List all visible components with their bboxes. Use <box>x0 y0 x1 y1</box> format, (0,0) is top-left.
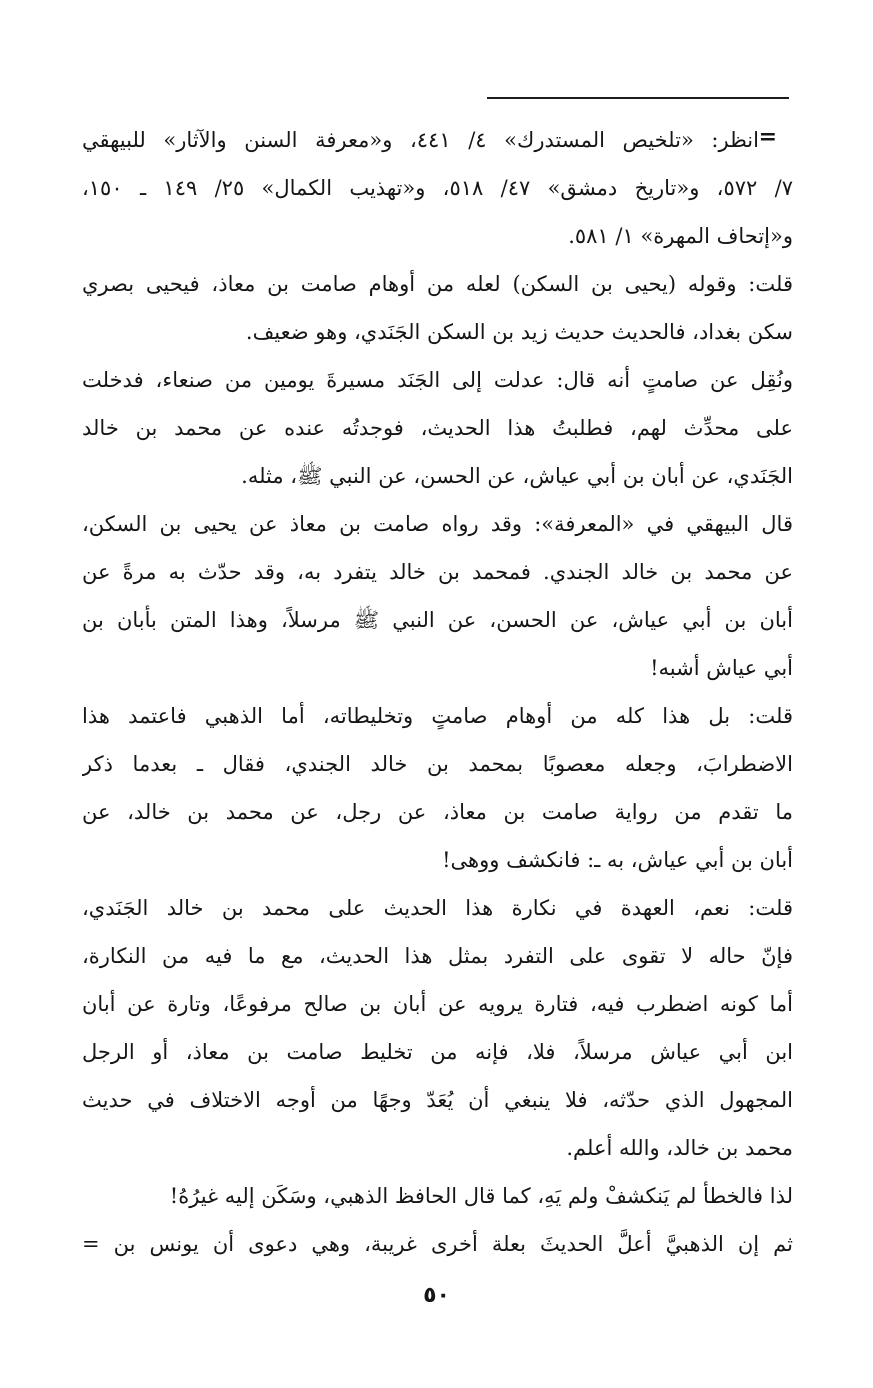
text-line: لذا فالخطأ لم يَنكشفْ ولم يَهِ، كما قال الحافظ الذهبي، وسَكَن إليه غيرُهُ! <box>169 1184 793 1208</box>
text-line: أما كونه اضطرب فيه، فتارة يرويه عن أبان بن صالح مرفوعًا، وتارة عن أبان <box>82 992 793 1016</box>
paragraph <box>82 260 793 356</box>
page-text <box>82 116 793 1268</box>
text-line: فإنّ حاله لا تقوى على التفرد بمثل هذا الحديث، مع ما فيه من النكارة، <box>82 944 793 968</box>
paragraph <box>82 884 793 1172</box>
text-line: قلت: وقوله (يحيى بن السكن) لعله من أوهام صامت بن معاذ، فيحيى بصري <box>82 272 793 296</box>
text-line: على محدِّث لهم، فطلبتُ هذا الحديث، فوجدتُه عنده عن محمد بن خالد <box>82 416 793 440</box>
footnote-line: ٧/ ٥٧٢، و«تاريخ دمشق» ٤٧/ ٥١٨، و«تهذيب الكمال» ٢٥/ ١٤٩ ـ ١٥٠، <box>82 176 793 200</box>
text-line: المجهول الذي حدّثه، فلا ينبغي أن يُعَدّ وجهًا من أوجه الاختلاف في حديث <box>82 1088 793 1112</box>
text-line: ابن أبي عياش مرسلاً، فلا، فإنه من تخليط صامت بن معاذ، أو الرجل <box>82 1040 793 1064</box>
paragraph <box>82 1172 793 1220</box>
footnote-line: انظر: «تلخيص المستدرك» ٤/ ٤٤١، و«معرفة السنن والآثار» للبيهقي <box>82 128 759 152</box>
paragraph <box>82 1220 793 1268</box>
paragraph <box>82 500 793 692</box>
text-line: قلت: نعم، العهدة في نكارة هذا الحديث على محمد بن خالد الجَنَدي، <box>82 896 793 920</box>
page-number: ٥٠ <box>423 1283 450 1308</box>
text-line: أبان بن أبي عياش، به ـ: فانكشف ووهى! <box>442 848 793 872</box>
text-line: أبان بن أبي عياش، عن الحسن، عن النبي ﷺ مرسلاً، وهذا المتن بأبان بن <box>82 608 793 632</box>
footnote <box>82 116 793 260</box>
text-line: ثم إن الذهبيَّ أعلَّ الحديثَ بعلة أخرى غريبة، وهي دعوى أن يونس بن = <box>82 1232 793 1256</box>
footnote-separator <box>487 97 789 99</box>
text-line: الاضطرابَ، وجعله معصوبًا بمحمد بن خالد الجندي، فقال ـ بعدما ذكر <box>82 752 793 776</box>
continuation-marker: = <box>758 124 777 150</box>
paragraph <box>82 356 793 500</box>
footnote-line: و«إتحاف المهرة» ١/ ٥٨١. <box>568 224 793 248</box>
text-line: قلت: بل هذا كله من أوهام صامتٍ وتخليطاته، أما الذهبي فاعتمد هذا <box>82 704 793 728</box>
text-line: الجَنَدي، عن أبان بن أبي عياش، عن الحسن، عن النبي ﷺ، مثله. <box>241 464 793 488</box>
text-line: ما تقدم من رواية صامت بن معاذ، عن رجل، عن محمد بن خالد، عن <box>82 800 793 824</box>
text-line: عن محمد بن خالد الجندي. فمحمد بن خالد يتفرد به، وقد حدّث به مرةً عن <box>82 560 793 584</box>
paragraph <box>82 692 793 884</box>
text-line: محمد بن خالد، والله أعلم. <box>566 1136 793 1160</box>
text-line: سكن بغداد، فالحديث حديث زيد بن السكن الجَنَدي، وهو ضعيف. <box>245 320 793 344</box>
text-line: ونُقِل عن صامتٍ أنه قال: عدلت إلى الجَنَد مسيرةَ يومين من صنعاء، فدخلت <box>82 368 793 392</box>
text-line: قال البيهقي في «المعرفة»: وقد رواه صامت بن معاذ عن يحيى بن السكن، <box>82 512 793 536</box>
text-line: أبي عياش أشبه! <box>650 656 793 680</box>
